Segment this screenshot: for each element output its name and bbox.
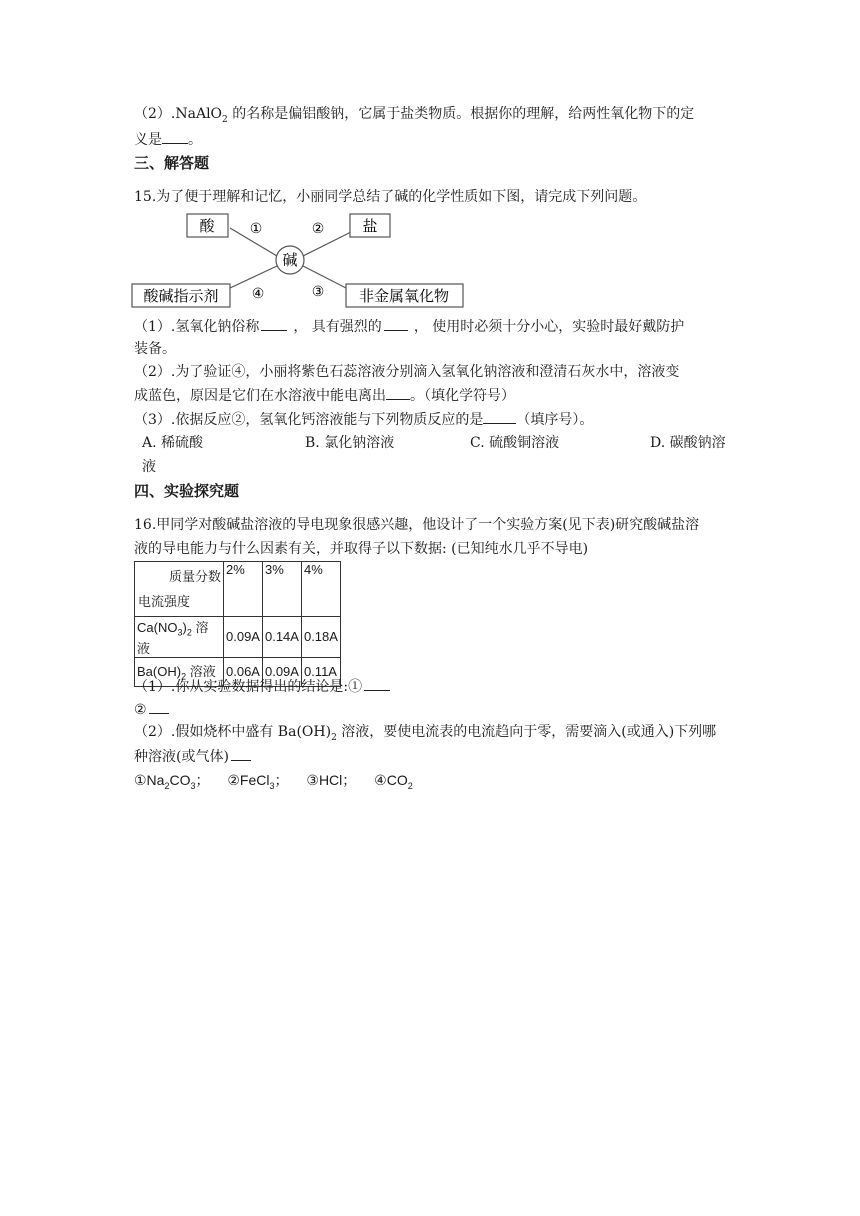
option-d-wrap: 液 (142, 459, 156, 475)
conductivity-table (134, 561, 341, 687)
answer-blank[interactable] (364, 676, 390, 691)
table-row (135, 617, 341, 658)
q15-part1-line1 (134, 316, 684, 337)
q16-stem-line1: 16.甲同学对酸碱盐溶液的导电现象很感兴趣，他设计了一个实验方案(见下表)研究酸碱盐溶 (134, 517, 700, 533)
option-d[interactable]: D. 碳酸钠溶 (650, 435, 726, 451)
q16-part1-second: ② (134, 702, 147, 718)
row-label-part: 溶液 (186, 664, 216, 680)
table-cell: 0.18A (301, 617, 340, 658)
q14-part2-text-d: 。 (188, 132, 202, 148)
q15-part3-text-a: （3）.依据反应②，氢氧化钙溶液能与下列物质反应的是 (134, 412, 484, 428)
q16-part2-sub: 2 (331, 732, 337, 743)
row-label-part: Ca(NO (137, 620, 178, 635)
q14-part2-text-b: 的名称是偏铝酸钠，它属于盐类物质。根据你的理解，给两性氧化物下的定 (227, 106, 695, 122)
answer-blank[interactable] (384, 316, 408, 331)
choice-sub: 3 (190, 780, 196, 791)
q15-part3-text-b: （填序号）。 (516, 412, 594, 428)
section-heading-4: 四、实验探究题 (134, 482, 240, 500)
answer-blank[interactable] (386, 385, 410, 400)
table-corner-cell (135, 562, 224, 617)
row-label-part: 溶液 (137, 620, 209, 656)
header-mass-fraction: 质量分数 (168, 569, 221, 584)
q16-part2-line1 (134, 722, 716, 748)
q15-part1-text-a: （1）.氢氧化钠俗称 (134, 319, 260, 335)
row-label-sub: 3 (177, 627, 183, 638)
q15-stem: 15.为了便于理解和记忆，小丽同学总结了碱的化学性质如下图，请完成下列问题。 (134, 189, 647, 205)
table-cell: 0.09A (262, 657, 301, 686)
q15-part2-line1: （2）.为了验证④，小丽将紫色石蕊溶液分别滴入氢氧化钠溶液和澄清石灰水中，溶液变 (134, 364, 680, 380)
choice-label: ④CO (374, 772, 408, 788)
q16-part2-text-a: （2）.假如烧杯中盛有 Ba(OH) (134, 724, 332, 740)
q15-part2-text-b: 成蓝色，原因是它们在水溶液中能电离出 (134, 388, 386, 404)
option-c[interactable]: C. 硫酸铜溶液 (470, 435, 560, 451)
choice-1[interactable] (134, 772, 210, 791)
table-header-row (135, 562, 341, 617)
table-cell: 0.11A (301, 657, 340, 686)
choice-sep: ； (195, 772, 210, 788)
q14-part2-sub: 2 (222, 114, 228, 125)
answer-blank[interactable] (231, 746, 251, 761)
q14-part2-line2 (134, 129, 202, 150)
choice-label: ②FeCl (227, 772, 270, 788)
label-reaction-1: ① (249, 221, 263, 237)
section-heading-3: 三、解答题 (134, 154, 210, 172)
q16-choices (134, 770, 413, 796)
choice-sep: ； (342, 772, 357, 788)
choice-2[interactable] (227, 772, 289, 791)
answer-blank[interactable] (483, 409, 516, 424)
table-cell: 0.09A (224, 617, 263, 658)
q16-part1-line2 (134, 699, 169, 720)
table-cell: 0.06A (224, 657, 263, 686)
connector-line-oxide (303, 266, 346, 288)
q15-part2-text-c: 。（填化学符号） (410, 388, 515, 404)
option-b[interactable]: B. 氯化钠溶液 (305, 435, 395, 451)
q16-part2-text-b: 溶液，要使电流表的电流趋向于零，需要滴入(或通入)下列哪 (336, 724, 717, 740)
q16-part2-line2 (134, 746, 251, 767)
q15-part1-text-c: ， 使用时必须十分小心，实验时最好戴防护 (413, 319, 685, 335)
choice-sub: 2 (164, 780, 170, 791)
answer-blank[interactable] (162, 129, 188, 144)
label-indicator: 酸碱指示剂 (143, 287, 219, 305)
label-base: 碱 (282, 251, 298, 269)
choice-label: ③HCl (306, 772, 343, 788)
label-acid: 酸 (199, 217, 215, 235)
choice-label: CO (169, 772, 191, 788)
choice-sep: ； (274, 772, 289, 788)
q16-stem-line2: 液的导电能力与什么因素有关，并取得子以下数据: (已知纯水几乎不导电) (134, 541, 589, 557)
table-cell: 0.14A (262, 617, 301, 658)
q14-part2-text-c: 义是 (134, 132, 162, 148)
label-reaction-3: ③ (311, 284, 325, 300)
choice-label: ①Na (134, 772, 165, 788)
row-label-sub: 2 (181, 671, 187, 682)
label-reaction-2: ② (311, 221, 325, 237)
label-nonmetal-oxide: 非金属氧化物 (358, 287, 450, 305)
table-col-header: 2% (224, 562, 263, 617)
row-label-part: ) (182, 620, 187, 635)
q16-part1-text: （1）.你从实验数据得出的结论是:① (134, 679, 363, 695)
row-label-sub: 2 (186, 627, 192, 638)
q14-part2-line1 (134, 104, 694, 130)
q16-part2-text-c: 种溶液(或气体) (134, 749, 229, 765)
label-salt: 盐 (362, 217, 378, 235)
answer-blank[interactable] (149, 699, 169, 714)
header-current: 电流强度 (138, 594, 191, 609)
choice-3[interactable] (306, 772, 356, 788)
row-label-part: Ba(OH) (137, 664, 182, 680)
label-reaction-4: ④ (251, 286, 265, 302)
q15-part1-text-b: ， 具有强烈的 (293, 319, 382, 335)
answer-blank[interactable] (261, 316, 287, 331)
choice-sub: 3 (269, 780, 275, 791)
choice-sub: 2 (407, 780, 413, 791)
q16-part1-line1 (134, 676, 390, 697)
q14-part2-text-a: （2）.NaAlO (134, 106, 223, 122)
connector-line-indicator (230, 266, 277, 288)
base-properties-diagram (130, 206, 470, 310)
table-col-header: 3% (262, 562, 301, 617)
q15-part2-line2 (134, 385, 515, 406)
table-col-header: 4% (301, 562, 340, 617)
q15-part3 (134, 409, 593, 430)
row-label (135, 617, 224, 658)
choice-4[interactable] (374, 772, 413, 791)
q15-part1-line2: 装备。 (134, 341, 176, 357)
option-a[interactable]: A. 稀硫酸 (142, 435, 204, 451)
